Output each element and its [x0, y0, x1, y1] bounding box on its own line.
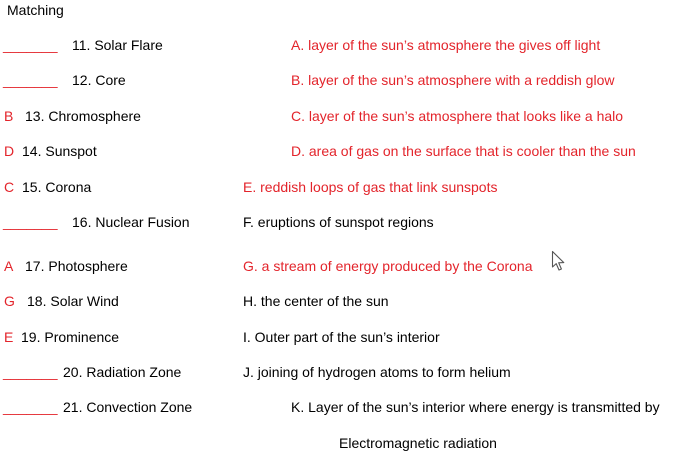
answer-blank-21[interactable]: _______ [3, 399, 58, 415]
mouse-pointer-icon [551, 250, 567, 272]
answer-13[interactable]: B [4, 108, 14, 124]
definition-e: E. reddish loops of gas that link sunspots [243, 179, 498, 195]
definition-h: H. the center of the sun [243, 293, 389, 309]
term-13: 13. Chromosphere [25, 108, 141, 124]
term-15: 15. Corona [22, 179, 92, 195]
term-12: 12. Core [72, 72, 126, 88]
definition-k-continuation: Electromagnetic radiation [339, 435, 497, 451]
term-20: 20. Radiation Zone [63, 364, 182, 380]
worksheet-title: Matching [7, 2, 64, 18]
answer-blank-11[interactable]: _______ [3, 37, 58, 53]
answer-18[interactable]: G [4, 293, 15, 309]
term-17: 17. Photosphere [25, 258, 128, 274]
answer-blank-12[interactable]: _______ [3, 72, 58, 88]
answer-17[interactable]: A [4, 258, 14, 274]
definition-f: F. eruptions of sunspot regions [243, 214, 434, 230]
term-11: 11. Solar Flare [72, 37, 163, 53]
term-21: 21. Convection Zone [63, 399, 193, 415]
term-18: 18. Solar Wind [27, 293, 119, 309]
answer-blank-16[interactable]: _______ [3, 214, 58, 230]
definition-a: A. layer of the sun’s atmosphere the gives off light [291, 37, 601, 53]
term-14: 14. Sunspot [22, 143, 97, 159]
term-19: 19. Prominence [21, 329, 120, 345]
answer-19[interactable]: E [4, 329, 14, 345]
definition-b: B. layer of the sun’s atmosphere with a reddish glow [291, 72, 615, 88]
definition-c: C. layer of the sun’s atmosphere that looks like a halo [291, 108, 624, 124]
definition-k: K. Layer of the sun’s interior where energy is transmitted by [291, 399, 660, 415]
answer-blank-20[interactable]: _______ [3, 364, 58, 380]
term-16: 16. Nuclear Fusion [72, 214, 190, 230]
definition-j: J. joining of hydrogen atoms to form helium [243, 364, 511, 380]
definition-g: G. a stream of energy produced by the Corona [243, 258, 533, 274]
definition-d: D. area of gas on the surface that is cooler than the sun [291, 143, 636, 159]
answer-14[interactable]: D [4, 143, 15, 159]
definition-i: I. Outer part of the sun’s interior [243, 329, 440, 345]
answer-15[interactable]: C [4, 179, 15, 195]
